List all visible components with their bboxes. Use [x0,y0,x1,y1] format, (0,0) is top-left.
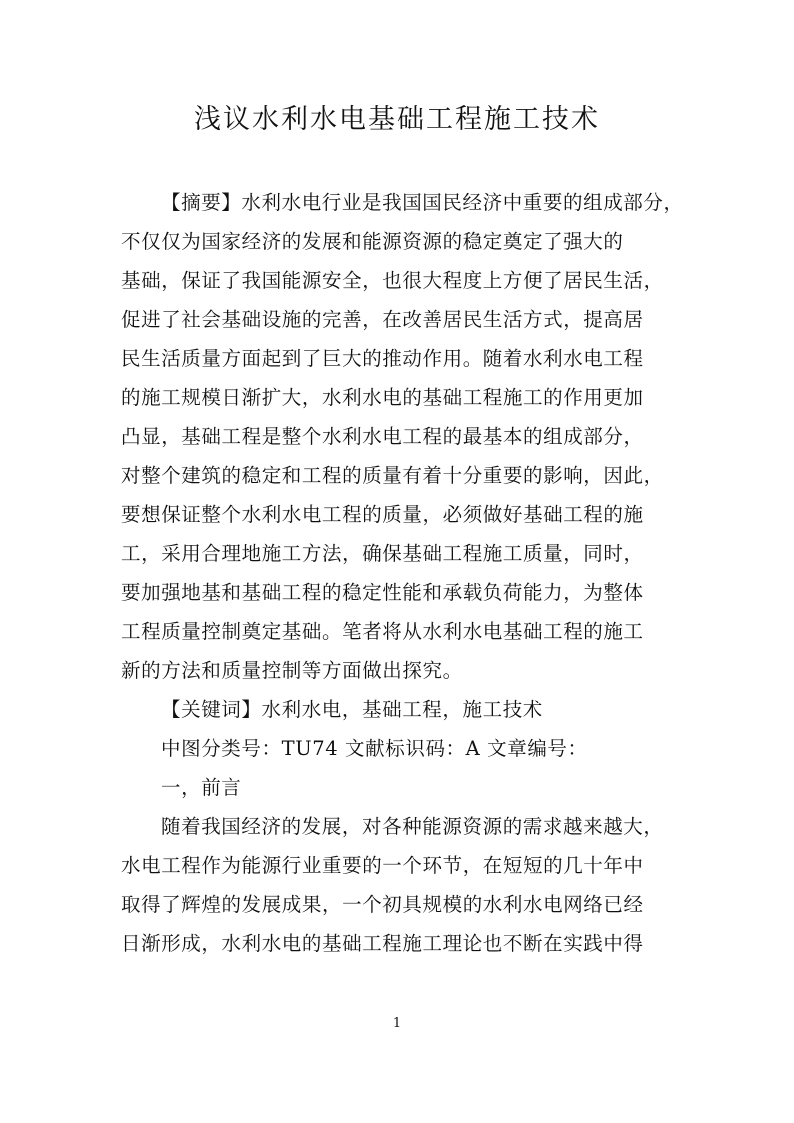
intro-line: 随着我国经济的发展，对各种能源资源的需求越来越大， [161,815,664,838]
abstract-line: 要加强地基和基础工程的稳定性能和承载负荷能力，为整体 [121,581,644,604]
abstract-line: 工程质量控制奠定基础。笔者将从水利水电基础工程的施工 [121,620,644,643]
abstract-line: 【摘要】水利水电行业是我国国民经济中重要的组成部分， [161,191,684,214]
page-number: 1 [392,1016,402,1031]
intro-line: 日渐形成，水利水电的基础工程施工理论也不断在实践中得 [121,932,644,955]
abstract-line: 工，采用合理地施工方法，确保基础工程施工质量，同时， [121,542,644,565]
abstract-line: 要想保证整个水利水电工程的质量，必须做好基础工程的施 [121,503,644,526]
document-title: 浅议水利水电基础工程施工技术 [194,104,600,135]
keywords-line: 【关键词】水利水电，基础工程，施工技术 [161,698,543,721]
abstract-line: 的施工规模日渐扩大，水利水电的基础工程施工的作用更加 [121,386,644,409]
abstract-line: 凸显，基础工程是整个水利水电工程的最基本的组成部分， [121,425,644,448]
abstract-line: 对整个建筑的稳定和工程的质量有着十分重要的影响，因此， [121,464,664,487]
abstract-line: 新的方法和质量控制等方面做出探究。 [121,659,463,682]
document-body [121,183,691,963]
intro-line: 取得了辉煌的发展成果，一个初具规模的水利水电网络已经 [121,893,644,916]
abstract-line: 基础，保证了我国能源安全，也很大程度上方便了居民生活， [121,269,664,292]
section-heading: 一，前言 [161,776,242,799]
abstract-line: 不仅仅为国家经济的发展和能源资源的稳定奠定了强大的 [121,230,624,253]
intro-line: 水电工程作为能源行业重要的一个环节，在短短的几十年中 [121,854,644,877]
abstract-line: 民生活质量方面起到了巨大的推动作用。随着水利水电工程 [121,347,644,370]
abstract-line: 促进了社会基础设施的完善，在改善居民生活方式，提高居 [121,308,644,331]
classification-line: 中图分类号：TU74 文献标识码：A 文章编号： [161,737,588,760]
